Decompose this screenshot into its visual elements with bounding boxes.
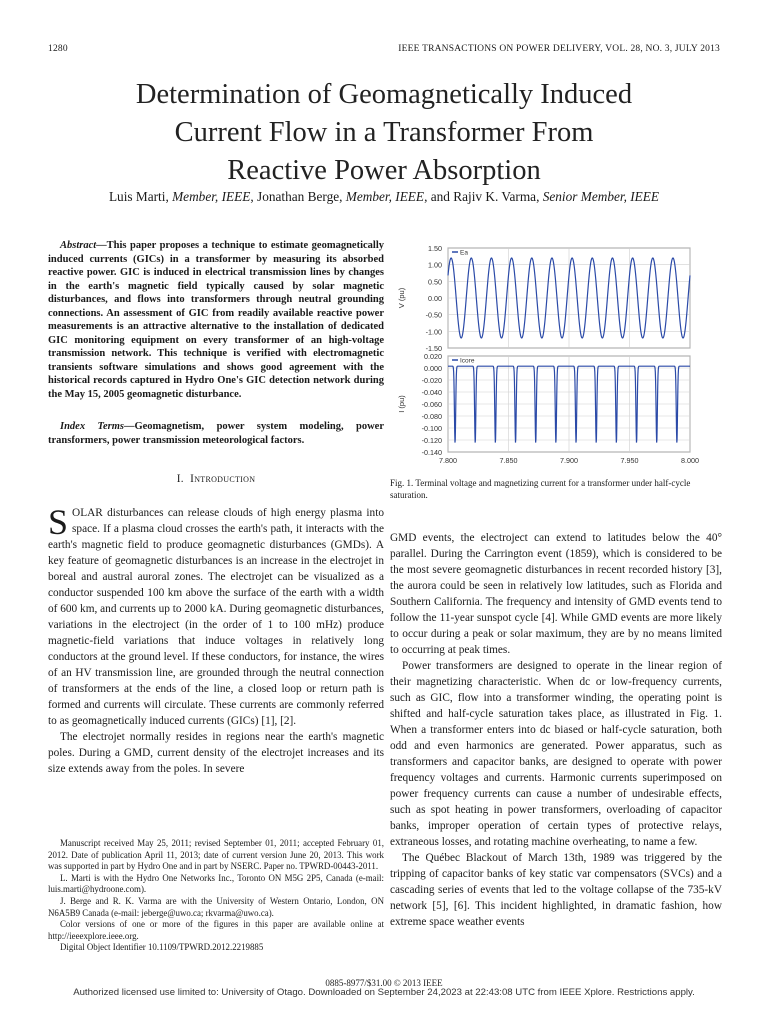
y-tick-label: 0.50 [428, 277, 442, 287]
abstract-label: Abstract [60, 240, 97, 251]
author-name: Luis Marti, [108, 189, 173, 204]
x-tick-label: 8.000 [681, 456, 699, 465]
intro-text [48, 502, 384, 777]
figure-1-chart [390, 240, 722, 474]
y-tick-label: -1.00 [425, 327, 442, 337]
legend-label: Ea [460, 249, 468, 257]
y-tick-label: 0.020 [424, 352, 442, 361]
author-role: Senior Member, IEEE [542, 189, 660, 204]
author-name: , and Rajiv K. Varma, [424, 189, 543, 204]
footnote: Color versions of one or more of the figures in this paper are available online at http://ieeexplore.ieee.org. [48, 919, 384, 941]
y-tick-label: -0.080 [421, 412, 442, 421]
intro-paragraph-text: OLAR disturbances can release clouds of high energy plasma into space. If a plasma cloud crosses the earth's path, it interacts with the earth's magnetic field to produce geomagnetic disturbances (GMDs). A key feature of geomagnetic disturbances is an increase in the electrojet in boreal and austral auroral zones. The electrojet can be visualized as a conductor suspended 100 km above the surface of the earth with a width of 600 km, and currents up to 2000 kA. During geomagnetic disturbances, variations in the electroject (in the order of 1 to 100 mHz) produce magnetic-field variations that induce voltages in relatively long conductors at the ground level. If these conductors, for instance, the wires of an HV transmission line, are grounded through the neutral connection of transformers at the ends of the line, a closed loop or return path is formed and currents will circulate. These currents are commonly referred to as geomagnetically induced currents (GICs) [1], [2]. [48, 507, 384, 727]
index-terms [48, 420, 384, 447]
author-list [0, 189, 768, 205]
index-terms-label: Index Terms [60, 421, 124, 432]
footnote: Digital Object Identifier 10.1109/TPWRD.2012.2219885 [60, 942, 264, 953]
y-tick-label: 0.000 [424, 364, 442, 373]
footnote: Manuscript received May 25, 2011; revised September 01, 2011; accepted February 01, 2012. Date of publication April 11, 2013; date of current version June 20, 2013. This work was supported in part by Hydro One and in part by NSERC. Paper no. TPWRD-00443-2011. [48, 838, 384, 872]
legend-label: Icore [460, 357, 475, 365]
intro-paragraph: The electrojet normally resides in regions near the earth's magnetic poles. During a GMD, current density of the electrojet increases and its size extends away from the poles. In severe [48, 731, 384, 775]
copyright-line: 0885-8977/$31.00 © 2013 IEEE [325, 978, 443, 988]
drop-cap: S [48, 502, 69, 542]
journal-header: IEEE TRANSACTIONS ON POWER DELIVERY, VOL. 28, NO. 3, JULY 2013 [398, 44, 720, 54]
body-paragraph: The Québec Blackout of March 13th, 1989 was triggered by the tripping of capacitor banks of key static var compensators (SVCs) and a cascading series of events that led to the voltage collapse of the 735-kV network [5], [6]. This incident highlighted, in dramatic fashion, how extreme space weather events [390, 852, 722, 928]
footnote: J. Berge and R. K. Varma are with the University of Western Ontario, London, ON N6A5B9 Canada (e-mail: jeberge@uwo.ca; rkvarma@uwo.ca). [48, 895, 384, 918]
y-tick-label: -0.100 [421, 424, 442, 433]
author-name: , Jonathan Berge, [250, 189, 346, 204]
intro-paragraph [48, 502, 384, 729]
x-tick-label: 7.900 [560, 456, 578, 465]
y-tick-label: 1.50 [428, 244, 442, 253]
section-number: I. [176, 473, 184, 485]
y-tick-label: -0.040 [421, 388, 442, 397]
section-title: Introduction [190, 473, 256, 485]
body-paragraph: GMD events, the electroject can extend to latitudes below the 40° parallel. During the Carrington event (1859), which is considered to be the most severe geomagnetic disturbances in recent recorded history [3], the aurora could be seen in relatively low latitudes, such as Florida and Southern California. The frequency and intensity of GMD events tend to follow the 11-year sunspot cycle [4]. While GMD events are more likely to occur during a peak or solar maximum, they are by no means limited to occurring at peak times. [390, 532, 722, 656]
footnotes [48, 838, 384, 954]
y-tick-label: -0.120 [421, 436, 442, 445]
author-role: Member, IEEE [345, 189, 425, 204]
x-tick-label: 7.800 [439, 456, 457, 465]
y-tick-label: -0.020 [421, 376, 442, 385]
x-tick-label: 7.950 [620, 456, 639, 465]
abstract-text: —This paper proposes a technique to estimate geomagnetically induced currents (GICs) in a transformer by measuring its absorbed reactive power. GIC is induced in electrical transmission lines by changes in the earth's magnetic field typically caused by solar magnetic disturbances, and flows into transformers through neutral grounding connections. An assessment of GIC from readily available reactive power measurements is an attractive alternative to the installation of dedicated GIC monitoring equipment on every transformer of an high-voltage transmission network. This technique is verified with electromagnetic transients software simulations and shows good agreement with the historical records captured in Hydro One's GIC detection network during the May 15, 2005 geomagnetic disturbance. [48, 240, 384, 400]
x-tick-label: 7.850 [499, 456, 518, 465]
title-line: Reactive Power Absorption [227, 155, 541, 186]
license-notice: Authorized licensed use limited to: University of Otago. Downloaded on September 24,2023 at 22:43:08 UTC from IEEE Xplore. Restrictions apply. [73, 987, 695, 998]
y-tick-label: -0.50 [425, 310, 442, 320]
y-tick-label: 1.00 [428, 260, 442, 270]
title-line: Determination of Geomagnetically Induced [135, 79, 633, 110]
index-terms-text: —Geomagnetism, power system modeling, power transformers, power transmission meteorological factors. [48, 421, 384, 446]
y-axis-label: V (pu) [397, 287, 406, 309]
paper-title [0, 76, 768, 190]
author-role: Member, IEEE [172, 189, 251, 204]
abstract [48, 239, 384, 401]
y-tick-label: 0.00 [428, 294, 442, 303]
y-axis-label: I (pu) [397, 395, 406, 413]
right-column-text [390, 530, 722, 930]
footnote: L. Marti is with the Hydro One Networks Inc., Toronto ON M5G 2P5, Canada (e-mail: luis.marti@hydroone.com). [48, 872, 384, 895]
y-tick-label: -0.140 [421, 448, 442, 457]
page-number: 1280 [48, 44, 68, 54]
body-paragraph: Power transformers are designed to operate in the linear region of their magnetizing characteristic. When dc or low-frequency currents, such as GIC, flow into a transformer winding, the operating point is shifted and half-cycle saturation takes place, as illustrated in Fig. 1. When a transformer enters into dc biased or half-cycle saturation, both odd and even harmonics are generated. Power apparatus, such as transformers and capacitor banks, are designed to operate with power frequency voltages and currents. Harmonic currents superimposed on power frequency currents can cause a number of undesirable effects, such as spot heating in power transformers, overloading of capacitor banks, improper operation of certain types of protective relays, extraneous losses, and rotating machine overheating, to name a few. [390, 660, 722, 848]
y-tick-label: -1.50 [425, 344, 442, 353]
figure-caption: Fig. 1. Terminal voltage and magnetizing current for a transformer under half-cycle saturation. [390, 478, 691, 500]
y-tick-label: -0.060 [421, 400, 442, 409]
section-heading [48, 473, 384, 485]
title-line: Current Flow in a Transformer From [174, 117, 594, 148]
